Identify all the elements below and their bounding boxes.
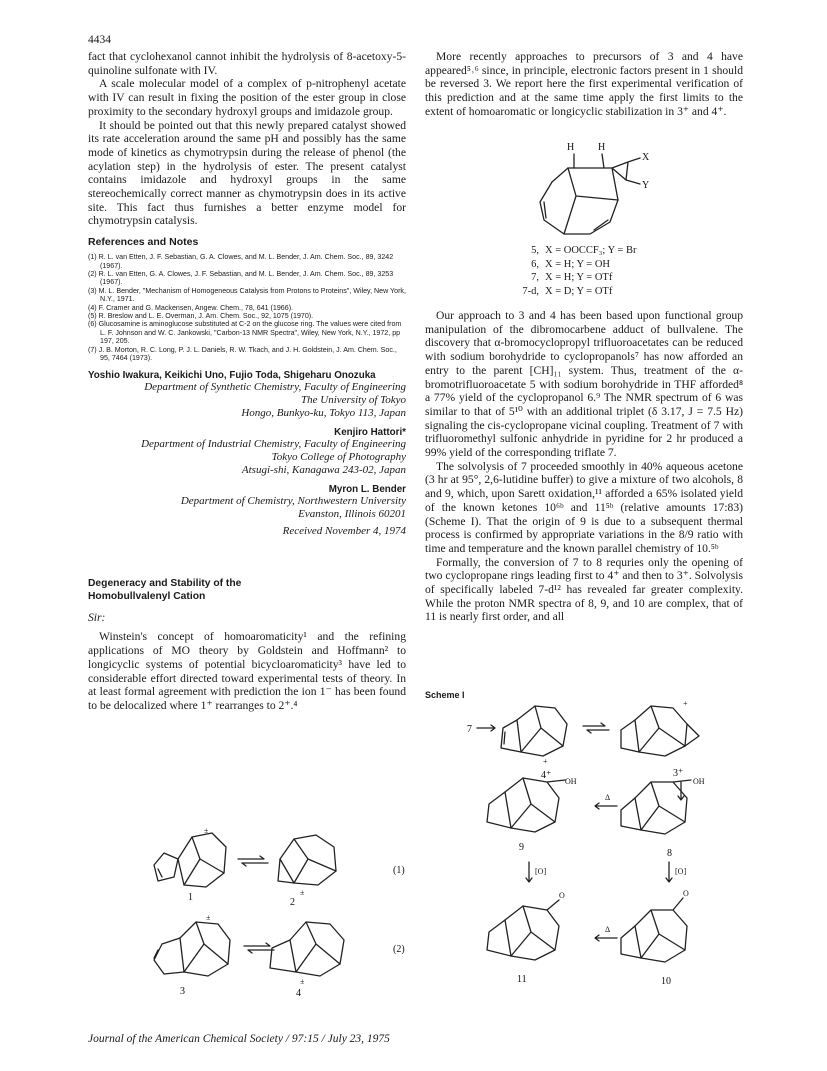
compound-number: 8 [667,848,672,859]
structure-4-cation [501,706,567,756]
charge-label: ± [204,826,209,835]
compound-row [503,271,636,285]
scheme-1-diagram [455,700,745,1020]
charge-label: ± [300,888,305,897]
compound-number: 3 [180,986,185,997]
right-column-top [425,50,743,119]
cyclopropane-precursor-structure [530,138,660,243]
compound-desc: X = H; Y = OH [545,258,611,270]
reaction-arrow [595,803,617,809]
paragraph: More recently approaches to precursors of 3 and 4 have appeared⁵˒⁶ since, in principle, electronic factors present in 1 should be reversed 3. We report here the first experimental verification of this prediction and at the same time apply the first limits to the extent of homoaromatic or longicyclic stabilization in 3⁺ and 4⁺. [425,50,743,118]
references-heading: References and Notes [88,236,199,249]
affiliation [88,495,406,521]
communication-title [88,577,406,603]
equilibrium-arrow [244,943,274,953]
compound-number: 7 [467,724,472,735]
affiliation-line: Department of Synthetic Chemistry, Faculty of Engineering [144,381,406,394]
charge-label: ± [206,913,211,922]
oxidation-label: [O] [675,867,687,876]
reference-item: (2) R. L. van Etten, G. A. Clowes, J. F. Sebastian, and M. L. Bender, J. Am. Chem. Soc., 89, 3253 (1967). [88,269,394,287]
right-column-body [425,309,743,624]
compound-number: 7-d, [522,285,539,297]
compound-list [503,244,636,298]
reference-item: (3) M. L. Bender, "Mechanism of Homogeneous Catalysis from Protons to Proteins", Wiley, New York, N.Y., 1971. [88,286,406,304]
author-line: Myron L. Bender [328,484,406,496]
substituent-label: O [559,891,565,900]
affiliation [88,381,406,420]
compound-number: 7, [531,272,539,283]
received-date: Received November 4, 1974 [282,525,406,538]
compound-number: 3⁺ [673,768,684,779]
reference-item: (1) R. L. van Etten, J. F. Sebastian, G. A. Clowes, and M. L. Bender, J. Am. Chem. Soc., 89, 3242 (1967). [88,253,394,270]
paragraph: Our approach to 3 and 4 has been based upon functional group manipulation of the dibromocarbene adduct of bullvalene. The discovery that α-bromocyclopropyl trifluoroacetates can be reduced with sodium borohydride to cyclopropanols⁷ has now afforded an entry to the parent [CH]₁₁ system. Thus, treatment of the α-bromotrifluoroacetate 5 with sodium borohydride in THF afforded⁸ a 77% yield of the cyclopropanol 6.⁹ The NMR spectrum of 6 was similar to that of 5¹⁰ with an additional triplet (δ 3.17, J = 7.5 Hz) signaling the cis-cyclopropane vicinal coupling. Treatment of 7 with trifluoromethyl sulfonic anhydride in pyridine for 2 hr produced a 99% yield of the corresponding triflate 7. [425,309,743,460]
compound-number: 1 [188,892,193,903]
author-line: Kenjiro Hattori* [334,427,406,439]
compound-row [503,285,636,299]
structure-3 [154,922,230,976]
reaction-arrow [477,725,495,731]
substituent-label: OH [565,777,577,786]
atom-label: H [598,142,606,153]
equation-number: (1) [393,865,405,876]
scheme-label: Scheme I [425,690,465,700]
affiliation-line: Department of Industrial Chemistry, Faculty of Engineering [141,438,406,451]
title-line: Degeneracy and Stability of the [88,578,242,590]
charge-label: ± [300,977,305,986]
compound-row [503,244,636,258]
equation-1-structures [140,825,430,908]
paragraph: A scale molecular model of a complex of p-nitrophenyl acetate with IV can result in fixing the position of the ester group in close proximity to the secondary hydroxyl groups and imidazole group. [88,77,406,118]
reference-item: (6) Glucosamine is aminoglucose substituted at C-2 on the glucose ring. The values were cited from L. F. Johnson and W. C. Jankowski, "Carbon-13 NMR Spectra", Wiley, New York, N.Y., 1972, pp 197, 205. [88,320,402,346]
charge-label: + [683,699,688,708]
affiliation-line: Atsugi-shi, Kanagawa 243-02, Japan [241,464,406,477]
atom-label: H [567,142,575,153]
heat-label: Δ [605,925,611,934]
affiliation-line: Evanston, Illinois 60201 [298,508,406,521]
structure-9 [487,778,565,832]
left-column [88,50,406,713]
paragraph: The solvolysis of 7 proceeded smoothly in 40% aqueous acetone (3 hr at 95°, 2,6-lutidine buffer) to give a mixture of two alcohols, 8 and 9, which, upon Sarett oxidation,¹¹ afforded a 65% isolated yield of the known ketones 10⁶ᵇ and 11⁵ᵇ (relative amounts 17:83) (Scheme I). That the origin of 9 is due to a subsequent thermal process is confirmed by appropriate variations in the 8/9 ratio with time and temperature and the known parallel chemistry of 10.⁵ᵇ [425,459,743,555]
compound-number: 5, [531,245,539,256]
author-line: Yoshio Iwakura, Keikichi Uno, Fujio Toda, Shigeharu Onozuka [88,370,376,382]
reaction-arrow [526,862,532,882]
substituent-label: OH [693,777,705,786]
charge-label: + [543,757,548,766]
reference-item: (4) F. Cramer and G. Mackensen, Angew. Chem., 78, 641 (1966). [88,303,294,312]
structure-2 [278,835,336,885]
paragraph: fact that cyclohexanol cannot inhibit the hydrolysis of 8-acetoxy-5-quinoline sulfonate with IV. [88,50,406,77]
compound-number: 9 [519,842,524,853]
compound-number: 4 [296,988,301,999]
page-number: 4434 [88,34,111,46]
salutation: Sir: [88,611,106,625]
paragraph: Formally, the conversion of 7 to 8 requries only the opening of two cyclopropane rings leading first to 4⁺ and then to 3⁺. Solvolysis of specifically labeled 7-d¹² has revealed far greater complexity. While the proton NMR spectra of 8, 9, and 10 are complex, that of 11 is nearly first order, and all [425,555,743,624]
structure-4 [270,922,344,976]
equilibrium-arrow [238,856,268,866]
atom-label: Y [642,180,650,191]
reference-item: (5) R. Breslow and L. E. Overman, J. Am. Chem. Soc., 92, 1075 (1970). [88,311,314,320]
structure-3-cation [621,706,699,756]
compound-number: 6, [531,258,539,270]
title-line: Homobullvalenyl Cation [88,591,206,603]
affiliation-line: The University of Tokyo [301,394,406,407]
reaction-arrow [666,862,672,882]
equation-number: (2) [393,944,405,955]
substituent-label: O [683,889,689,898]
reference-item: (7) J. B. Morton, R. C. Long, P. J. L. Daniels, R. W. Tkach, and J. H. Goldstein, J. Am. Chem. Soc., 95, 7464 (1973). [88,345,397,363]
atom-label: X [642,152,650,163]
compound-number: 11 [517,974,527,985]
affiliation-line: Hongo, Bunkyo-ku, Tokyo 113, Japan [241,407,406,420]
affiliation-line: Tokyo College of Photography [271,451,406,464]
compound-number: 10 [661,976,671,987]
compound-row [503,258,636,272]
compound-desc: X = H; Y = OTf [545,272,613,283]
compound-desc: X = D; Y = OTf [545,285,613,297]
structure-10 [621,898,687,962]
equilibrium-arrow [583,723,609,733]
structure-11 [487,900,559,960]
paragraph: It should be pointed out that this newly prepared catalyst showed its rate acceleration around the same pH and possibly has the same mode of kinetics as chymotrypsin during the release of phenol (the acylation step) in the hydrolysis of ester. The present catalyst contains imidazole and hydroxyl groups in the same stereochemically correct manner as chymotrypsin does in its active site. This fact thus furnishes a better enzyme model for chymotrypsin catalysis. [88,118,406,228]
heat-label: Δ [605,793,611,802]
journal-footer: Journal of the American Chemical Society / 97:15 / July 23, 1975 [88,1033,390,1045]
affiliation-line: Department of Chemistry, Northwestern University [180,495,406,508]
compound-number: 2 [290,897,295,908]
paragraph: Winstein's concept of homoaromaticity¹ and the refining applications of MO theory by Goldstein and Hoffmann² to longicyclic systems of potential bicycloaromaticity³ have led to considerable effort directed toward experimental tests of theory. In at least formal agreement with prediction the ion 1⁻ has been found to be delocalized where 1⁺ rearranges to 2⁺.⁴ [88,630,406,712]
oxidation-label: [O] [535,867,547,876]
compound-desc: X = OOCCF₃; Y = Br [545,245,637,256]
equation-2-structures [140,912,430,1000]
affiliation [88,438,406,477]
reference-list [88,253,406,362]
structure-1 [154,833,226,887]
compound-number: 4⁺ [541,770,552,781]
reaction-arrow [595,935,617,941]
